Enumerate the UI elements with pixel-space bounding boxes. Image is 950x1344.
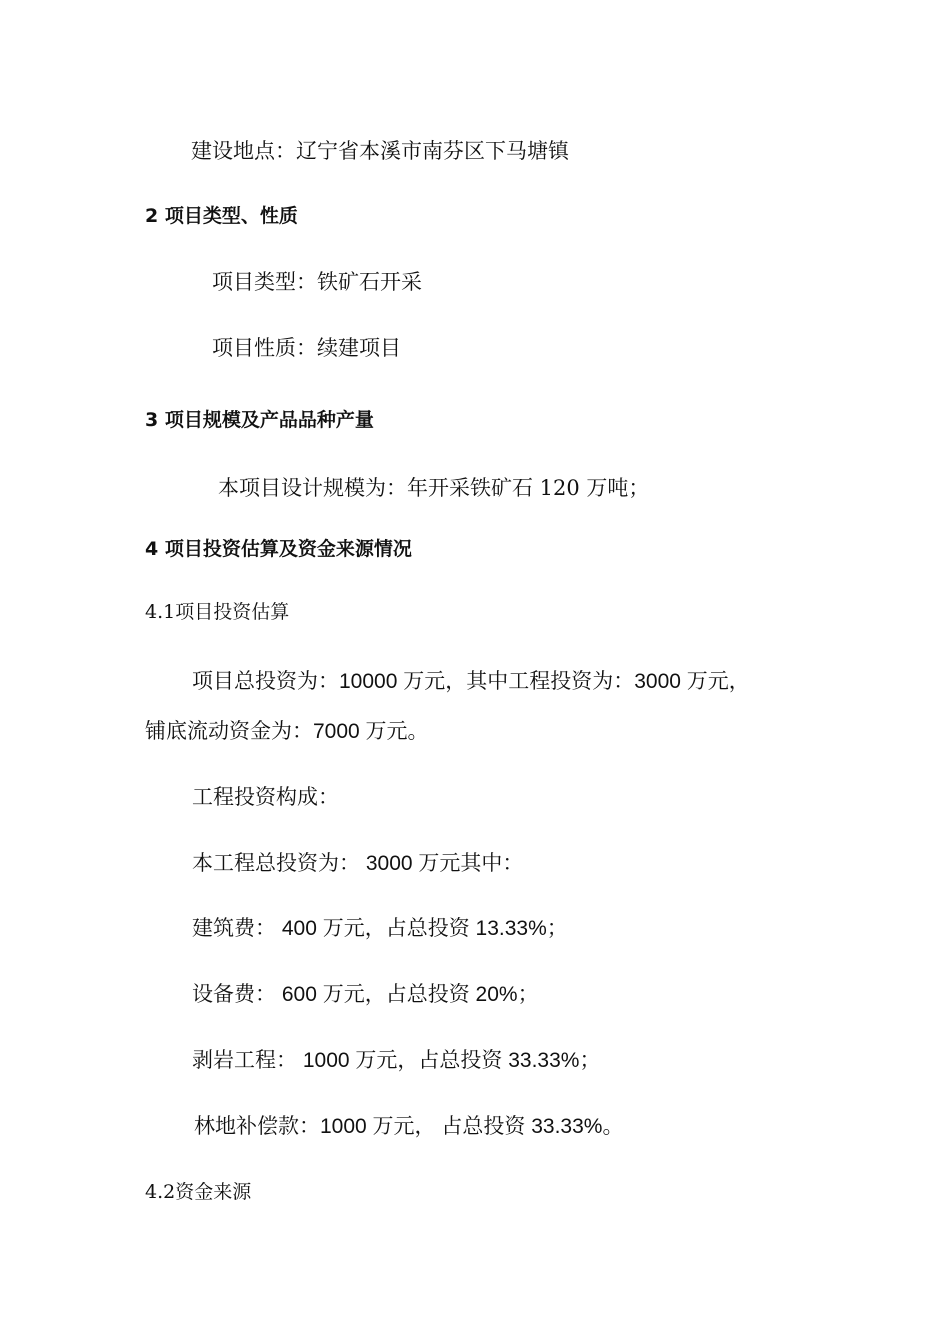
construction-location: 建设地点：辽宁省本溪市南芬区下马塘镇 bbox=[191, 139, 569, 163]
cost-item-forest-compensation: 林地补偿款：1000 万元， 占总投资 33.33%。 bbox=[194, 1115, 624, 1138]
project-type: 项目类型：铁矿石开采 bbox=[212, 270, 422, 294]
project-nature: 项目性质：续建项目 bbox=[212, 336, 401, 360]
section-3-heading: 3 项目规模及产品品种产量 bbox=[145, 409, 374, 431]
section-4-1-heading: 4.1项目投资估算 bbox=[145, 601, 290, 623]
section-4-2-heading: 4.2资金来源 bbox=[145, 1181, 252, 1203]
composition-title: 工程投资构成： bbox=[192, 786, 339, 809]
design-scale: 本项目设计规模为：年开采铁矿石 120 万吨； bbox=[218, 476, 650, 500]
section-2-heading: 2 项目类型、性质 bbox=[145, 205, 298, 227]
total-investment-line-1: 项目总投资为：10000 万元，其中工程投资为：3000 万元， bbox=[192, 670, 750, 693]
total-investment-line-2: 铺底流动资金为：7000 万元。 bbox=[145, 720, 429, 743]
engineering-total: 本工程总投资为： 3000 万元其中： bbox=[192, 852, 524, 875]
cost-item-construction: 建筑费： 400 万元，占总投资 13.33%； bbox=[192, 917, 568, 940]
section-4-heading: 4 项目投资估算及资金来源情况 bbox=[145, 538, 412, 560]
cost-item-stripping: 剥岩工程： 1000 万元，占总投资 33.33%； bbox=[192, 1049, 601, 1072]
cost-item-equipment: 设备费： 600 万元，占总投资 20%； bbox=[192, 983, 539, 1006]
